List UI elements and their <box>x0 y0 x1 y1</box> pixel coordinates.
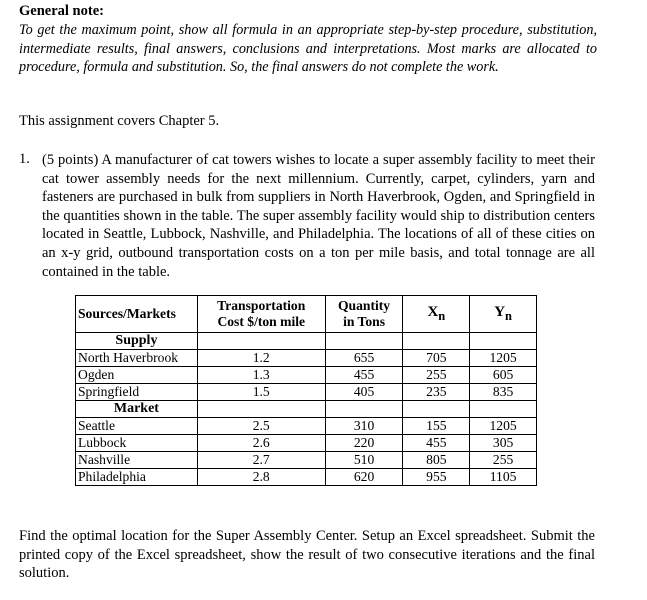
table-row <box>76 418 537 435</box>
general-note-title: General note: <box>19 3 104 19</box>
row-qty: 620 <box>325 469 403 486</box>
header-x-main: X <box>427 304 439 320</box>
header-y-sub: n <box>505 309 512 323</box>
row-name: Philadelphia <box>76 469 198 486</box>
row-cost: 1.2 <box>197 350 325 367</box>
table-header-row <box>76 296 537 333</box>
table-row <box>76 367 537 384</box>
row-x: 235 <box>403 384 470 401</box>
table-row <box>76 384 537 401</box>
table-row <box>76 469 537 486</box>
general-note-body: To get the maximum point, show all formula in an appropriate step-by-step procedure, substitution, intermediate results, final answers, conclusions and interpretations. Most marks are allocated to procedure, formula and substitution. So, the final answers do not complete the work. <box>19 22 597 76</box>
market-label: Market <box>76 401 198 418</box>
header-yn <box>470 296 537 333</box>
row-y: 1205 <box>470 418 537 435</box>
closing-instructions: Find the optimal location for the Super Assembly Center. Setup an Excel spreadsheet. Submit the printed copy of the Excel spreadsheet, show the result of two consecutive iterations and the final solution. <box>19 528 595 582</box>
row-cost: 2.6 <box>197 435 325 452</box>
row-qty: 510 <box>325 452 403 469</box>
row-y: 835 <box>470 384 537 401</box>
row-x: 155 <box>403 418 470 435</box>
row-y: 605 <box>470 367 537 384</box>
row-qty: 220 <box>325 435 403 452</box>
table-row <box>76 452 537 469</box>
header-y-main: Y <box>494 304 506 320</box>
supply-label: Supply <box>76 333 198 350</box>
header-cost-line1: Transportation <box>217 298 306 313</box>
row-x: 255 <box>403 367 470 384</box>
header-qty-line1: Quantity <box>337 298 391 313</box>
row-x: 455 <box>403 435 470 452</box>
header-x-sub: n <box>438 309 446 323</box>
header-xn <box>403 296 470 333</box>
question-text: (5 points) A manufacturer of cat towers wishes to locate a super assembly facility to meet their cat tower assembly needs for the next millennium. Currently, carpet, cylinders, yarn and fasteners are purchased in bulk from suppliers in North Haverbrook, Ogden, and Springfield in the quantities shown in the table. The super assembly facility would ship to distribution centers located in Seattle, Lubbock, Nashville, and Philadelphia. The locations of all of these cities on an x-y grid, outbound transportation costs on a ton per mile basis, and total tonnage are all contained in the table. <box>42 152 595 280</box>
question-number: 1. <box>19 151 30 167</box>
row-name: Lubbock <box>76 435 198 452</box>
row-name: North Haverbrook <box>76 350 198 367</box>
row-cost: 2.5 <box>197 418 325 435</box>
assignment-intro: This assignment covers Chapter 5. <box>19 113 220 129</box>
row-y: 1205 <box>470 350 537 367</box>
supply-group-row <box>76 333 537 350</box>
market-group-row <box>76 401 537 418</box>
row-qty: 655 <box>325 350 403 367</box>
row-qty: 405 <box>325 384 403 401</box>
row-x: 955 <box>403 469 470 486</box>
row-name: Ogden <box>76 367 198 384</box>
row-cost: 1.3 <box>197 367 325 384</box>
header-transport-cost <box>197 296 325 333</box>
row-cost: 2.7 <box>197 452 325 469</box>
table-row <box>76 435 537 452</box>
row-y: 1105 <box>470 469 537 486</box>
data-table <box>75 295 537 486</box>
row-qty: 310 <box>325 418 403 435</box>
header-qty-line2: in Tons <box>343 314 386 329</box>
row-y: 255 <box>470 452 537 469</box>
row-y: 305 <box>470 435 537 452</box>
row-name: Nashville <box>76 452 198 469</box>
table-row <box>76 350 537 367</box>
row-x: 705 <box>403 350 470 367</box>
row-name: Springfield <box>76 384 198 401</box>
header-quantity <box>325 296 403 333</box>
row-x: 805 <box>403 452 470 469</box>
row-name: Seattle <box>76 418 198 435</box>
header-cost-line2: Cost $/ton mile <box>217 314 306 329</box>
row-cost: 2.8 <box>197 469 325 486</box>
header-sources-markets: Sources/Markets <box>76 296 198 333</box>
row-qty: 455 <box>325 367 403 384</box>
row-cost: 1.5 <box>197 384 325 401</box>
